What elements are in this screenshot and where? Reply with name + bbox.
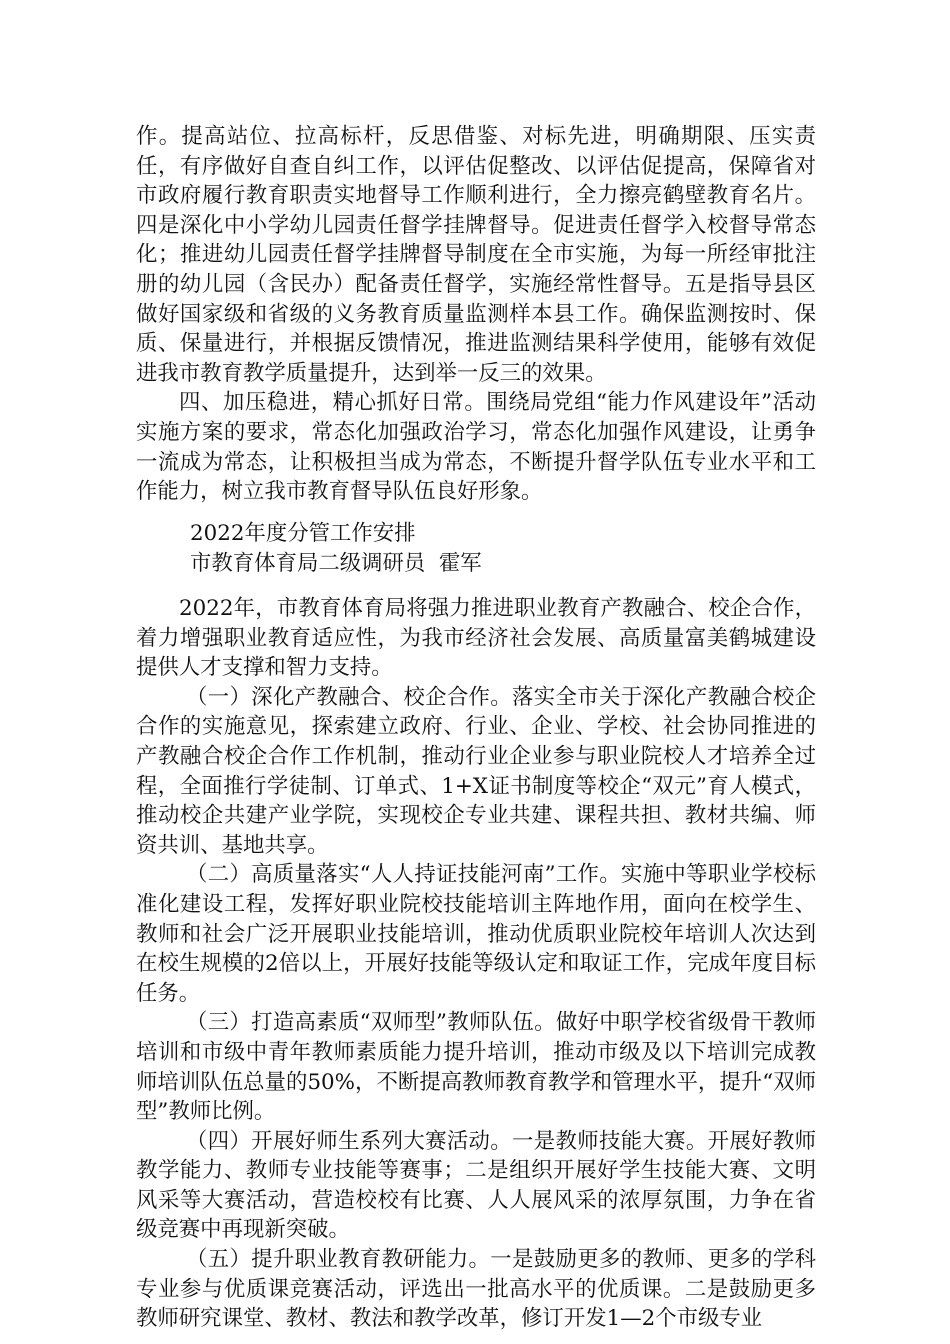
section-a-paragraph-1: 作。提高站位、拉高标杆，反思借鉴、对标先进，明确期限、压实责任，有序做好自查自纠工作，以评估促整改、以评估促提高，保障省对市政府履行教育职责实地督导工作顺利进行，全力擦亮鹤壁教育名片。四是深化中小学幼儿园责任督学挂牌督导。促进责任督学入校督导常态化；推进幼儿园责任督学挂牌督导制度在全市实施，为每一所经审批注册的幼儿园（含民办）配备责任督学，实施经常性督导。五是指导县区做好国家级和省级的义务教育质量监测样本县工作。确保监测按时、保质、保量进行，并根据反馈情况，推进监测结果科学使用，能够有效促进我市教育教学质量提升，达到举一反三的效果。 — [136, 124, 816, 386]
section-a-paragraph-2: 四、加压稳进，精心抓好日常。围绕局党组“能力作风建设年”活动实施方案的要求，常态化加强政治学习，常态化加强作风建设，让勇争一流成为常态，让积极担当成为常态，不断提升督学队伍专业水平和工作能力，树立我市教育督导队伍良好形象。 — [136, 390, 816, 505]
section-b-item-2: （二）高质量落实“人人持证技能河南”工作。实施中等职业学校标准化建设工程，发挥好职业院校技能培训主阵地作用，面向在校学生、教师和社会广泛开展职业技能培训，推动优质职业院校年培训人次达到在校生规模的2倍以上，开展好技能等级认定和取证工作，完成年度目标任务。 — [136, 862, 816, 1006]
section-b-title: 2022年度分管工作安排 — [190, 521, 416, 546]
section-b-heading — [190, 519, 790, 578]
section-b-item-5: （五）提升职业教育教研能力。一是鼓励更多的教师、更多的学科专业参与优质课竞赛活动，评选出一批高水平的优质课。二是鼓励更多教师研究课堂、教材、教法和教学改革，修订开发1—2个市级专业 — [136, 1247, 816, 1332]
section-b-author: 市教育体育局二级调研员 霍军 — [190, 550, 482, 576]
section-b-body — [136, 594, 816, 1334]
section-b-item-1: （一）深化产教融合、校企合作。落实全市关于深化产教融合校企合作的实施意见，探索建立政府、行业、企业、学校、社会协同推进的产教融合校企合作工作机制，推动行业企业参与职业院校人才培养全过程，全面推行学徒制、订单式、1+X证书制度等校企“双元”育人模式，推动校企共建产业学院，实现校企专业共建、课程共担、教材共编、师资共训、基地共享。 — [136, 684, 816, 858]
section-b-item-3: （三）打造高素质“双师型”教师队伍。做好中职学校省级骨干教师培训和市级中青年教师素质能力提升培训，推动市级及以下培训完成教师培训队伍总量的50%，不断提高教师教育教学和管理水平，提升“双师型”教师比例。 — [136, 1010, 816, 1125]
section-a-body — [136, 122, 816, 507]
section-b-intro: 2022年，市教育体育局将强力推进职业教育产教融合、校企合作，着力增强职业教育适应性，为我市经济社会发展、高质量富美鹤城建设提供人才支撑和智力支持。 — [136, 596, 816, 681]
section-b-item-4: （四）开展好师生系列大赛活动。一是教师技能大赛。开展好教师教学能力、教师专业技能等赛事；二是组织开展好学生技能大赛、文明风采等大赛活动，营造校校有比赛、人人展风采的浓厚氛围，力争在省级竞赛中再现新突破。 — [136, 1128, 816, 1243]
